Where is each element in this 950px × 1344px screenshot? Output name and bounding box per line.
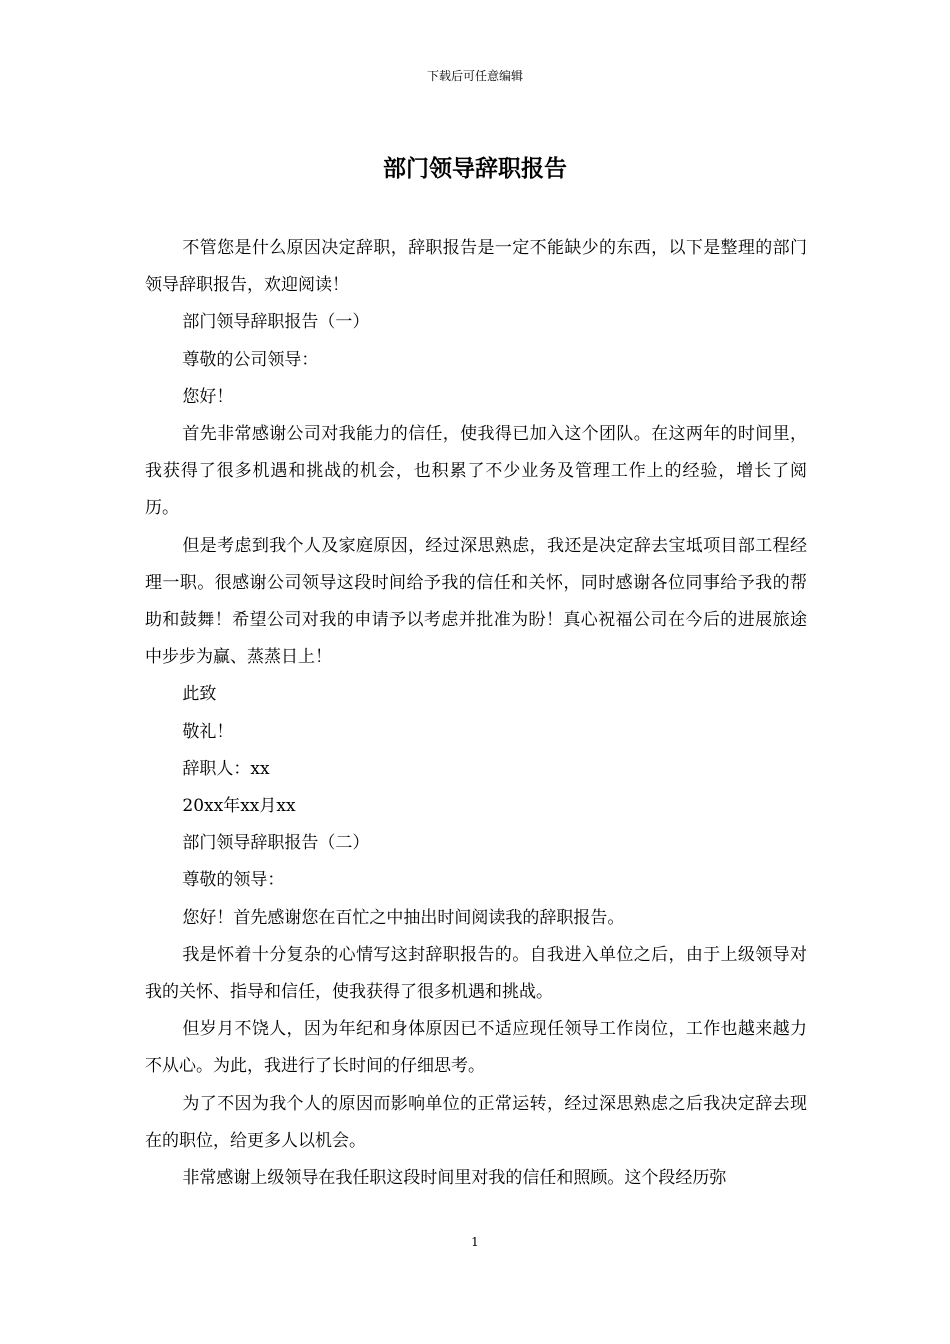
paragraph: 您好！首先感谢您在百忙之中抽出时间阅读我的辞职报告。 — [182, 907, 625, 928]
closing-line: 此致 — [182, 684, 217, 705]
salutation: 尊敬的公司领导： — [182, 349, 319, 370]
signature-line: 辞职人：xx — [182, 758, 270, 779]
paragraph: 非常感谢上级领导在我任职这段时间里对我的信任和照顾。这个段经历弥 — [182, 1168, 727, 1189]
document-title: 部门领导辞职报告 — [383, 155, 567, 182]
greeting: 您好！ — [182, 386, 234, 407]
section-heading-two: 部门领导辞职报告（二） — [182, 833, 370, 854]
document-body — [145, 230, 807, 1197]
salutation: 尊敬的领导： — [182, 870, 285, 891]
page-number: 1 — [471, 1235, 479, 1249]
paragraph: 但岁月不饶人，因为年纪和身体原因已不适应现任领导工作岗位，工作也越来越力不从心。为此，我进行了长时间的仔细思考。 — [145, 1019, 807, 1077]
section-heading-one: 部门领导辞职报告（一） — [182, 312, 370, 333]
paragraph: 为了不因为我个人的原因而影响单位的正常运转，经过深思熟虑之后我决定辞去现在的职位，给更多人以机会。 — [145, 1093, 807, 1151]
date-line: 20xx年xx月xx — [182, 796, 296, 817]
closing-line: 敬礼！ — [182, 721, 234, 742]
paragraph: 首先非常感谢公司对我能力的信任，使我得已加入这个团队。在这两年的时间里，我获得了很多机遇和挑战的机会，也积累了不少业务及管理工作上的经验，增长了阅历。 — [145, 424, 807, 519]
paragraph: 我是怀着十分复杂的心情写这封辞职报告的。自我进入单位之后，由于上级领导对我的关怀、指导和信任，使我获得了很多机遇和挑战。 — [145, 944, 807, 1003]
paragraph-intro: 不管您是什么原因决定辞职，辞职报告是一定不能缺少的东西，以下是整理的部门领导辞职报告，欢迎阅读！ — [145, 238, 807, 296]
header-note: 下载后可任意编辑 — [426, 69, 523, 83]
paragraph: 但是考虑到我个人及家庭原因，经过深思熟虑，我还是决定辞去宝坻项目部工程经理一职。很感谢公司领导这段时间给予我的信任和关怀，同时感谢各位同事给予我的帮助和鼓舞！希望公司对我的申请予以考虑并批准为盼！真心祝福公司在今后的进展旅途中步步为赢、蒸蒸日上！ — [145, 535, 807, 668]
